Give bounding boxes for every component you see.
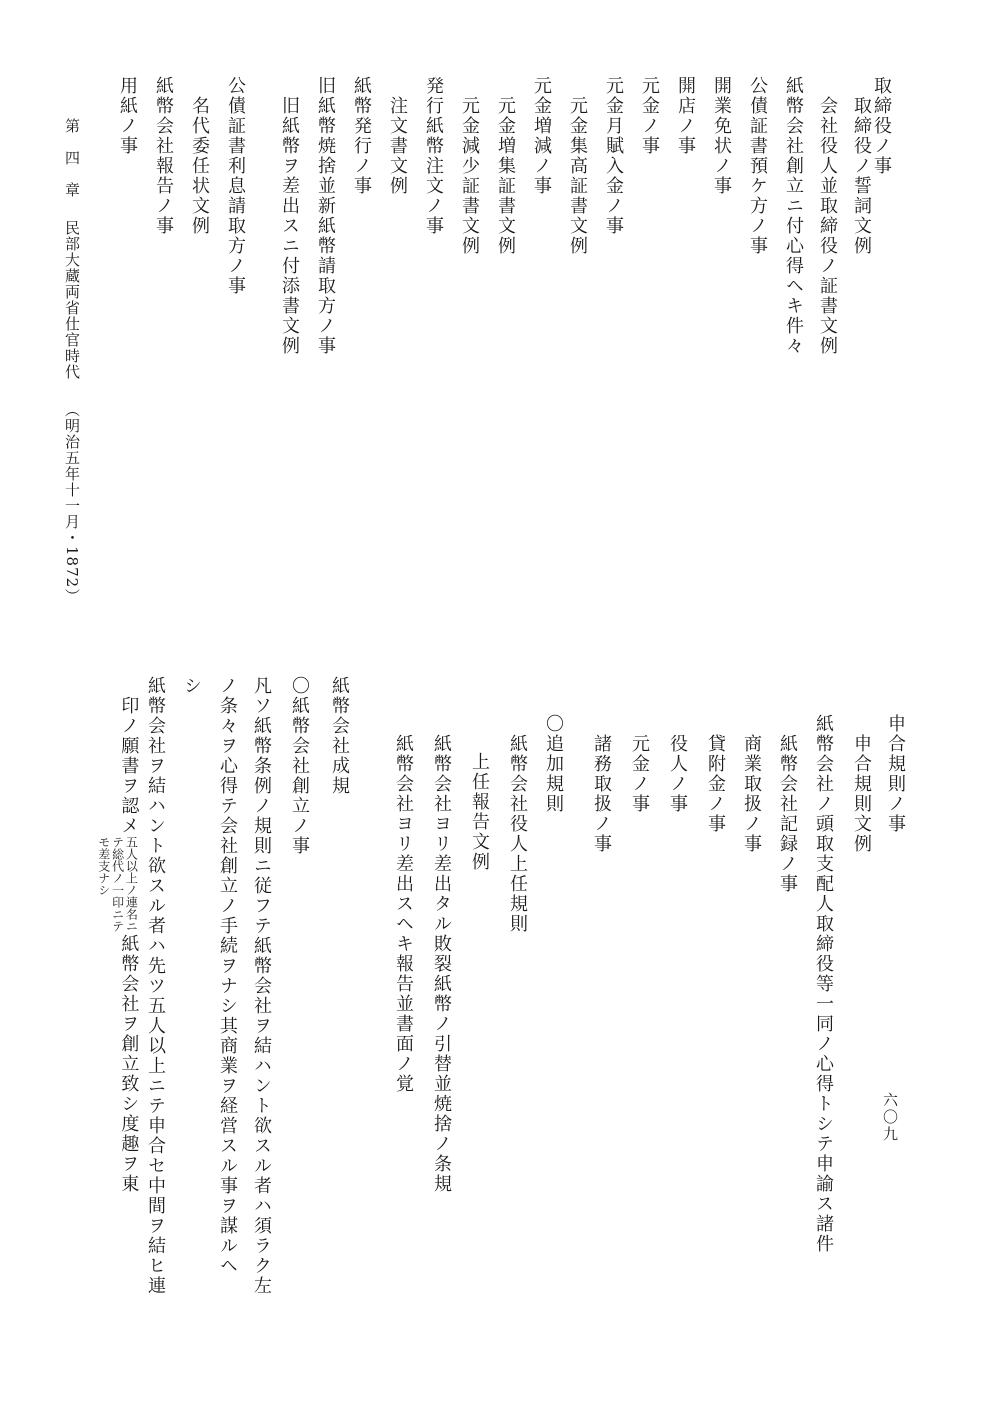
toc-item: 用紙ノ事: [117, 76, 138, 156]
inline-note: 五人以上ノ連名ニテ総代ノ一印ニテモ差支ナシ: [96, 836, 139, 932]
body-line: 凡ソ紙幣条例ノ規則ニ従フテ紙幣会社ヲ結ハント欲スル者ハ須ラク左: [251, 676, 272, 1296]
toc-item: 元金ノ事: [639, 76, 660, 156]
toc-item: 公債証書利息請取方ノ事: [225, 76, 246, 296]
section-heading: 紙幣会社成規: [329, 676, 350, 796]
toc-item: 開店ノ事: [675, 76, 696, 156]
toc-item: 元金ノ事: [629, 734, 650, 814]
body-line: シ: [181, 676, 202, 696]
toc-item: 旧紙幣焼捨並新紙幣請取方ノ事: [315, 76, 336, 356]
toc-item: 元金増集証書文例: [495, 96, 516, 256]
toc-item: 紙幣会社ノ頭取支配人取締役等一同ノ心得トシテ申諭ス諸件: [813, 714, 834, 1254]
toc-item: 〇追加規則: [543, 714, 564, 814]
toc-item: 商業取扱ノ事: [741, 734, 762, 854]
body-line-with-note: [96, 696, 140, 1194]
toc-item: 旧紙幣ヲ差出スニ付添書文例: [279, 96, 300, 356]
toc-item: 注文書文例: [387, 96, 408, 196]
toc-item: 会社役人並取締役ノ証書文例: [817, 96, 838, 356]
toc-item: 紙幣会社創立ニ付心得ヘキ件々: [783, 76, 804, 356]
toc-item: 紙幣会社報告ノ事: [153, 76, 174, 236]
toc-item: 開業免状ノ事: [711, 76, 732, 196]
toc-item: 紙幣会社役人上任規則: [507, 734, 528, 934]
page-number: 六〇九: [881, 1092, 899, 1143]
toc-item: 紙幣会社ヨリ差出スヘキ報告並書面ノ覚: [393, 734, 414, 1094]
subsection-heading: 〇紙幣会社創立ノ事: [289, 676, 310, 856]
toc-item: 申合規則文例: [851, 734, 872, 854]
toc-item: 取締役ノ事: [871, 76, 892, 176]
toc-item: 紙幣発行ノ事: [351, 76, 372, 196]
body-line-start: 印ノ願書ヲ認メ: [118, 696, 140, 836]
toc-item: 元金集高証書文例: [567, 96, 588, 256]
body-line: 紙幣会社ヲ結ハント欲スル者ハ先ツ五人以上ニテ申合セ中間ヲ結ヒ連: [145, 676, 166, 1296]
toc-item: 元金月賦入金ノ事: [603, 76, 624, 236]
body-line-end: 紙幣会社ヲ創立致シ度趣ヲ東: [118, 934, 140, 1194]
toc-item: 取締役ノ誓詞文例: [851, 96, 872, 256]
toc-item: 上任報告文例: [469, 752, 490, 872]
chapter-label: 第 四 章: [63, 118, 81, 198]
toc-item: 紙幣会社記録ノ事: [777, 734, 798, 894]
toc-item: 貸附金ノ事: [705, 734, 726, 834]
toc-item: 元金増減ノ事: [531, 76, 552, 196]
toc-item: 元金減少証書文例: [459, 96, 480, 256]
toc-item: 発行紙幣注文ノ事: [423, 76, 444, 236]
running-header: [62, 118, 83, 604]
body-line: ノ条々ヲ心得テ会社創立ノ手続ヲナシ其商業ヲ経営スル事ヲ謀ルヘ: [217, 676, 238, 1276]
date-label: （明治五年十一月・1872）: [63, 402, 81, 605]
toc-item: 役人ノ事: [667, 734, 688, 814]
toc-item: 申合規則ノ事: [885, 714, 906, 834]
toc-item: 公債証書預ケ方ノ事: [747, 76, 768, 256]
toc-item: 紙幣会社ヨリ差出タル敗裂紙幣ノ引替並焼捨ノ条規: [431, 734, 452, 1194]
toc-item: 諸務取扱ノ事: [591, 734, 612, 854]
toc-item: 名代委任状文例: [189, 96, 210, 236]
era-label: 民部大蔵両省仕官時代: [63, 220, 81, 380]
